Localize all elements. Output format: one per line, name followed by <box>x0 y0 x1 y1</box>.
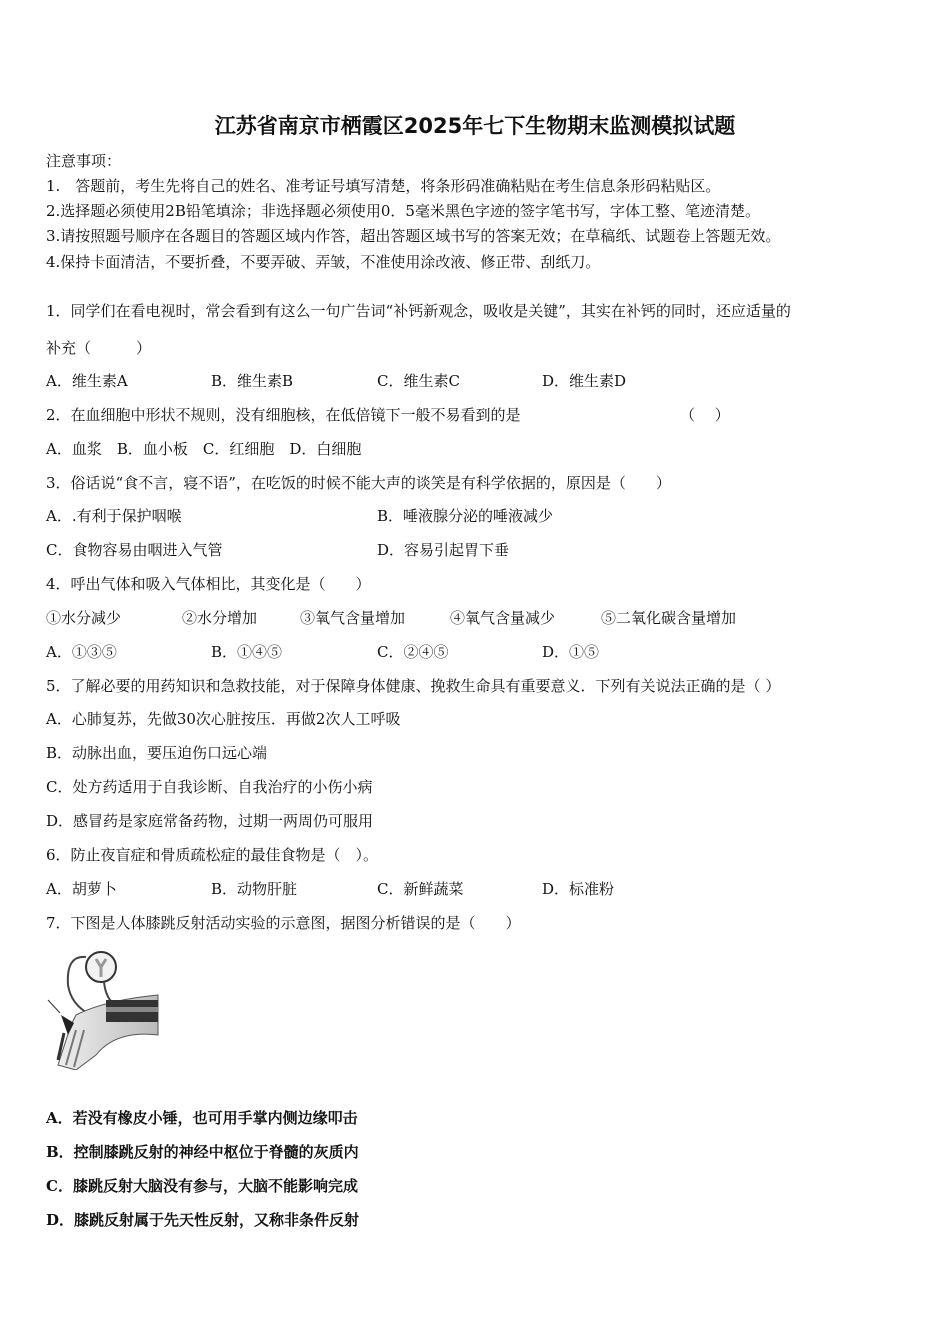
question-stem: 3．俗话说“食不言，寝不语”，在吃饭的时候不能大声的谈笑是有科学依据的，原因是（ ） <box>46 474 671 492</box>
note-item: 1. 答题前，考生先将自己的姓名、准考证号填写清楚，将条形码准确粘贴在考生信息条形码粘贴区。 <box>46 177 721 195</box>
option-d: D．①⑤ <box>542 643 600 661</box>
option-a: A．心肺复苏，先做30次心脏按压．再做2次人工呼吸 <box>46 710 401 728</box>
statement-item: ②水分增加 <box>182 609 258 627</box>
question-stem: 6．防止夜盲症和骨质疏松症的最佳食物是（ ）。 <box>46 846 379 864</box>
option-b: B．动物肝脏 <box>211 880 298 898</box>
option-c: C．食物容易由咽进入气管 <box>46 541 223 559</box>
option-b: B．动脉出血，要压迫伤口远心端 <box>46 744 268 762</box>
option-a: A．胡萝卜 <box>46 880 117 898</box>
option-b: B．维生素B <box>211 372 294 390</box>
option-b: B．①④⑤ <box>211 643 283 661</box>
knee-jerk-reflex-figure <box>46 945 161 1070</box>
option-a: A．①③⑤ <box>46 643 117 661</box>
option-d: D．标准粉 <box>542 880 615 898</box>
note-item: 3.请按照题号顺序在各题目的答题区域内作答，超出答题区域书写的答案无效；在草稿纸、试题卷上答题无效。 <box>46 227 781 245</box>
option-b: B．唾液腺分泌的唾液减少 <box>377 507 554 525</box>
question-stem: 7．下图是人体膝跳反射活动实验的示意图，据图分析错误的是（ ） <box>46 914 521 932</box>
question-stem-continued: 补充（ ） <box>46 339 152 357</box>
statement-item: ③氧气含量增加 <box>300 609 406 627</box>
note-item: 4.保持卡面清洁，不要折叠，不要弄破、弄皱，不准使用涂改液、修正带、刮纸刀。 <box>46 253 601 271</box>
question-stem: 4．呼出气体和吸入气体相比，其变化是（ ） <box>46 575 371 593</box>
option-c: C．膝跳反射大脑没有参与，大脑不能影响完成 <box>46 1177 358 1195</box>
statement-item: ⑤二氧化碳含量增加 <box>601 609 737 627</box>
statement-item: ④氧气含量减少 <box>450 609 556 627</box>
option-b: B．控制膝跳反射的神经中枢位于脊髓的灰质内 <box>46 1143 359 1161</box>
option-a: A．若没有橡皮小锤，也可用手掌内侧边缘叩击 <box>46 1109 358 1127</box>
option-c: C．新鲜蔬菜 <box>377 880 464 898</box>
notes-heading: 注意事项： <box>46 152 122 170</box>
option-c: C．②④⑤ <box>377 643 449 661</box>
option-c: C．处方药适用于自我诊断、自我治疗的小伤小病 <box>46 778 373 796</box>
option-d: D．维生素D <box>542 372 627 390</box>
question-stem: 1．同学们在看电视时，常会看到有这么一句广告词“补钙新观念，吸收是关键”，其实在补钙的同时，还应适量的 <box>46 302 791 320</box>
option-c: C．维生素C <box>377 372 460 390</box>
option-d: D．膝跳反射属于先天性反射，又称非条件反射 <box>46 1211 360 1229</box>
question-stem: 5．了解必要的用药知识和急救技能，对于保障身体健康、挽救生命具有重要意义．下列有关说法正确的是（ ） <box>46 677 781 695</box>
answer-blank: （ ） <box>680 406 730 424</box>
statement-item: ①水分减少 <box>46 609 122 627</box>
option-a: A．.有利于保护咽喉 <box>46 507 182 525</box>
options-line: A．血浆 B．血小板 C．红细胞 D．白细胞 <box>46 440 362 458</box>
option-a: A．维生素A <box>46 372 128 390</box>
option-d: D．感冒药是家庭常备药物，过期一两周仍可服用 <box>46 812 374 830</box>
option-d: D．容易引起胃下垂 <box>377 541 510 559</box>
question-stem: 2．在血细胞中形状不规则，没有细胞核，在低倍镜下一般不易看到的是 <box>46 406 521 424</box>
page-title: 江苏省南京市栖霞区2025年七下生物期末监测模拟试题 <box>214 114 736 138</box>
note-item: 2.选择题必须使用2B铅笔填涂；非选择题必须使用0．5毫米黑色字迹的签字笔书写，字体工整、笔迹清楚。 <box>46 202 760 220</box>
